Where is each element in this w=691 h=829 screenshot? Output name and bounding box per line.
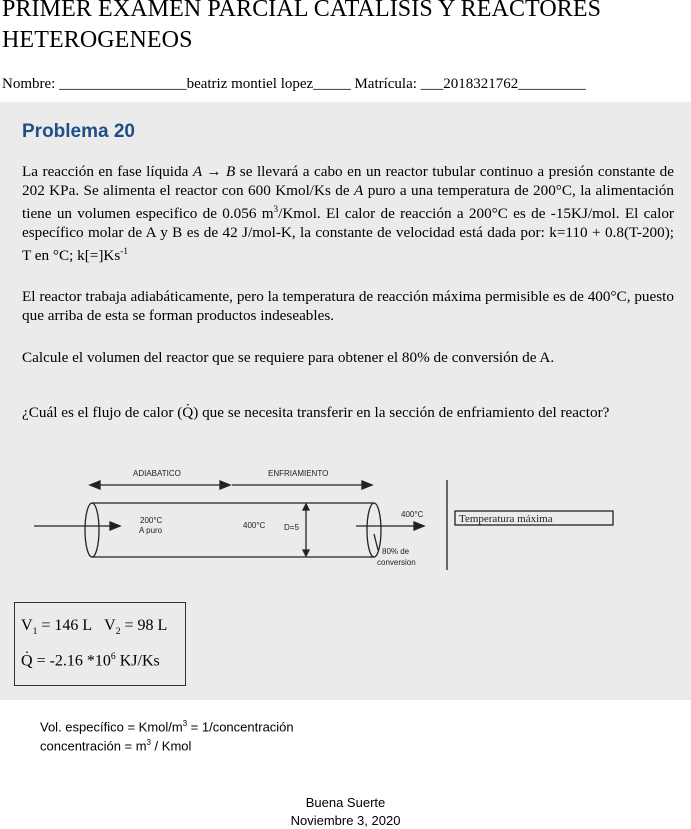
inlet-temp: 200°C: [140, 516, 163, 525]
diameter-arrow-bottom: [303, 550, 309, 556]
feed-arrow-head: [110, 522, 120, 530]
v1-value: = 146 L: [37, 617, 93, 634]
footer-good-luck: Buena Suerte: [305, 795, 386, 810]
volume-question: Calcule el volumen del reactor que se requiere para obtener el 80% de conversión de A.: [22, 349, 555, 366]
volume-answers: $V_1 = 146$ L $V_2 = 98$ L: [21, 617, 168, 638]
problem-title: Problema 20: [22, 121, 135, 142]
conversion-pointer: [374, 534, 378, 550]
conversion-line2: conversion: [377, 558, 416, 567]
diameter-label: D=5: [284, 523, 299, 532]
label-adiabatico: ADIABATICO: [133, 469, 181, 478]
heat-flow-question: ¿Cuál es el flujo de calor (Q̇) que se necesita transferir en la sección de enfriamiento del reactor?: [22, 404, 610, 421]
footer-date: Noviembre 3, 2020: [290, 813, 401, 828]
matricula-value: ___2018321762_________: [420, 76, 586, 92]
label-enfriamiento: ENFRIAMIENTO: [268, 469, 329, 478]
reactor-diagram: [0, 460, 691, 580]
mid-temp: 400°C: [243, 521, 266, 530]
reactor-outlet-end: [367, 503, 381, 557]
reaction-equation: A → B: [192, 163, 236, 180]
arrow-right-head: [362, 481, 372, 489]
answer-box: [14, 602, 186, 686]
exam-title: PRIMER EXAMEN PARCIAL CATALISIS Y REACTORES HETEROGENEOS: [2, 0, 602, 53]
note-specific-volume: Vol. específico = Kmol/$m^3$ = 1/concentración: [40, 719, 294, 735]
diameter-arrow-top: [303, 504, 309, 510]
arrow-left-head: [90, 481, 100, 489]
problem-statement: La reacción en fase líquida A → B se llevará a cabo en un reactor tubular continuo a presión constante de 202 KPa. Se alimenta el reactor con 600 Kmol/Ks de A puro a una temperatura de 200°C, la alimentación tiene un volumen especifico de 0.056 $m^3$/Kmol. El calor de reacción a 200°C es de -15KJ/mol. El calor específico molar de A y B es de 42 J/mol-K, la constante de velocidad está dada por: k=110 + 0.8(T-200); T en °C; $k[=]Ks^{-1}$: [22, 163, 675, 265]
arrow-mid-head: [220, 481, 230, 489]
heat-answer: Q̇ = -2.16 $*10^6$ KJ/Ks: [21, 651, 160, 670]
name-label: Nombre:: [2, 76, 60, 92]
matricula-label: Matrícula:: [350, 76, 421, 92]
inlet-desc: A puro: [139, 526, 163, 535]
student-info-line: [2, 76, 586, 93]
outlet-temp: 400°C: [401, 510, 424, 519]
adiabatic-condition: El reactor trabaja adiabáticamente, pero la temperatura de reacción máxima permisible es de 400°C, puesto que arriba de esta se forman productos indeseables.: [22, 288, 674, 324]
reactor-inlet-end: [85, 503, 99, 557]
v2-value: = 98 L: [120, 617, 168, 634]
outlet-arrow-head: [414, 522, 424, 530]
legend-label: Temperatura máxima: [459, 513, 553, 525]
note-concentration: concentración = $m^3$ / Kmol: [40, 738, 192, 754]
name-value: _________________beatriz montiel lopez_____: [59, 76, 351, 92]
conversion-line1: 80% de: [382, 547, 410, 556]
